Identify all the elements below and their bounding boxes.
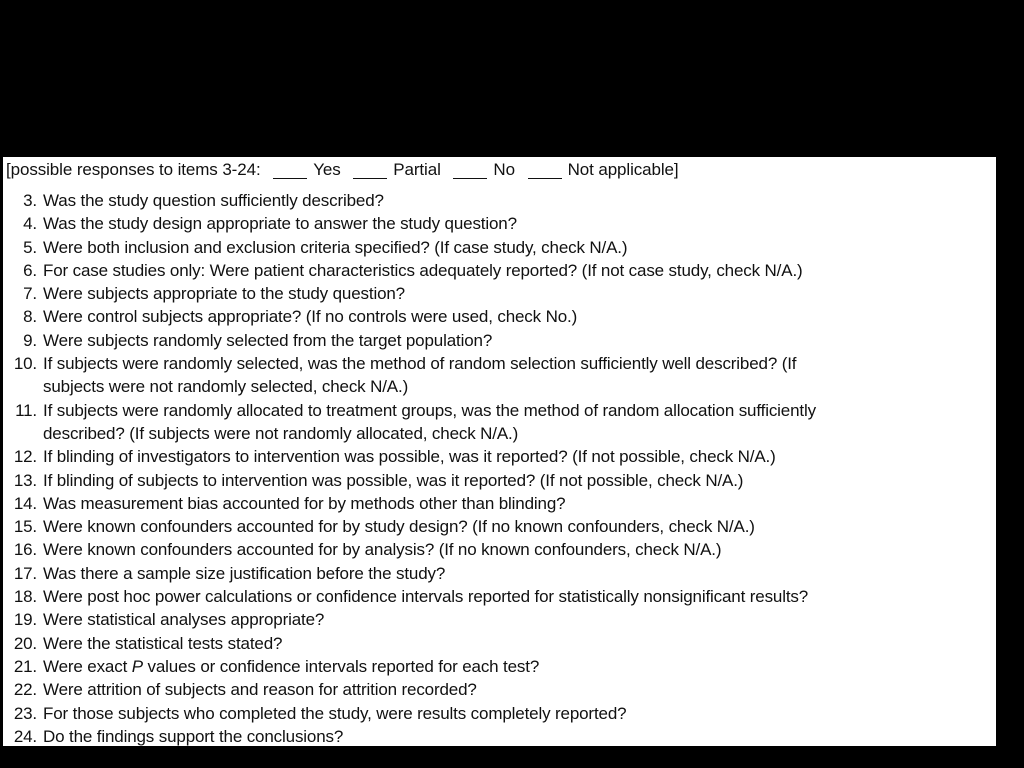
item-text: If blinding of subjects to intervention was possible, was it reported? (If not possible, check N/A.) (43, 470, 744, 490)
checklist-item (3, 492, 996, 515)
yes-blank (273, 161, 307, 179)
option-not-applicable: Not applicable] (567, 160, 679, 179)
option-partial: Partial (393, 160, 441, 179)
item-text: Were the statistical tests stated? (43, 633, 283, 653)
item-text: Was measurement bias accounted for by methods other than blinding? (43, 493, 566, 513)
checklist-item (3, 329, 996, 352)
response-options-header (6, 159, 679, 181)
item-number: 13. (13, 470, 37, 490)
item-text: Were attrition of subjects and reason for attrition recorded? (43, 680, 477, 700)
item-text: If blinding of investigators to intervention was possible, was it reported? (If not possible, check N/A.) (43, 447, 776, 467)
item-text: Do the findings support the conclusions? (43, 726, 344, 746)
item-number: 4. (23, 214, 37, 234)
item-number: 22. (13, 680, 37, 700)
checklist-item (3, 236, 996, 259)
item-text: Were subjects randomly selected from the target population? (43, 330, 493, 350)
checklist-item (3, 725, 996, 748)
item-text: For those subjects who completed the study, were results completely reported? (43, 703, 627, 723)
checklist-item (3, 585, 996, 608)
checklist-item (3, 702, 996, 725)
checklist-item (3, 189, 996, 212)
item-number: 6. (23, 260, 37, 280)
item-text: Was the study design appropriate to answer the study question? (43, 214, 517, 234)
item-number: 24. (13, 726, 37, 746)
header-prefix: [possible responses to items 3-24: (6, 160, 261, 179)
checklist-item (3, 282, 996, 305)
checklist-item (3, 632, 996, 655)
item-number: 17. (13, 563, 37, 583)
checklist-item (3, 538, 996, 561)
item-text: Were post hoc power calculations or confidence intervals reported for statistically nonsignificant results? (43, 587, 809, 607)
item-number: 12. (13, 447, 37, 467)
option-yes: Yes (313, 160, 341, 179)
item-number: 10. (13, 354, 37, 374)
item-text: Were known confounders accounted for by study design? (If no known confounders, check N/A.) (43, 517, 755, 537)
item-number: 3. (23, 191, 37, 210)
checklist-item (3, 655, 996, 678)
checklist-item (3, 469, 996, 492)
item-number: 23. (13, 703, 37, 723)
item-number: 16. (13, 540, 37, 560)
item-number: 19. (13, 610, 37, 630)
checklist-item (3, 399, 996, 446)
partial-blank (353, 161, 387, 179)
checklist-items (3, 189, 996, 748)
item-text: For case studies only: Were patient characteristics adequately reported? (If not case study, check N/A.) (43, 260, 803, 280)
checklist-item (3, 305, 996, 328)
item-number: 21. (13, 656, 37, 676)
item-text: Were known confounders accounted for by analysis? (If no known confounders, check N/A.) (43, 540, 722, 560)
checklist-item (3, 678, 996, 701)
item-number: 18. (13, 587, 37, 607)
item-number: 14. (13, 493, 37, 513)
checklist-item (3, 515, 996, 538)
checklist-item (3, 259, 996, 282)
checklist-sheet (3, 157, 996, 746)
item-text: Were control subjects appropriate? (If no controls were used, check No.) (43, 307, 578, 327)
no-blank (453, 161, 487, 179)
item-text: described? (If subjects were not randomly allocated, check N/A.) (43, 423, 519, 443)
item-text: Was there a sample size justification before the study? (43, 563, 446, 583)
item-number: 9. (23, 330, 37, 350)
checklist-item (3, 212, 996, 235)
option-no: No (493, 160, 515, 179)
item-text: Were both inclusion and exclusion criteria specified? (If case study, check N/A.) (43, 237, 628, 257)
item-number: 15. (13, 517, 37, 537)
not-applicable-blank (528, 161, 562, 179)
checklist-item (3, 608, 996, 631)
item-text: subjects were not randomly selected, check N/A.) (43, 377, 409, 397)
item-text: Were statistical analyses appropriate? (43, 610, 325, 630)
item-text: Were subjects appropriate to the study question? (43, 284, 405, 304)
checklist-item (3, 445, 996, 468)
item-text: If subjects were randomly selected, was the method of random selection sufficiently well described? (If (43, 354, 797, 374)
item-number: 7. (23, 284, 37, 304)
item-number: 11. (15, 400, 37, 420)
checklist-item (3, 562, 996, 585)
item-text: Was the study question sufficiently described? (43, 191, 384, 210)
checklist-item (3, 352, 996, 399)
item-text: Were exact P values or confidence intervals reported for each test? (43, 656, 540, 676)
item-number: 5. (23, 237, 37, 257)
item-number: 8. (23, 307, 37, 327)
item-number: 20. (13, 633, 37, 653)
item-text: If subjects were randomly allocated to treatment groups, was the method of random allocation sufficiently (43, 400, 816, 420)
